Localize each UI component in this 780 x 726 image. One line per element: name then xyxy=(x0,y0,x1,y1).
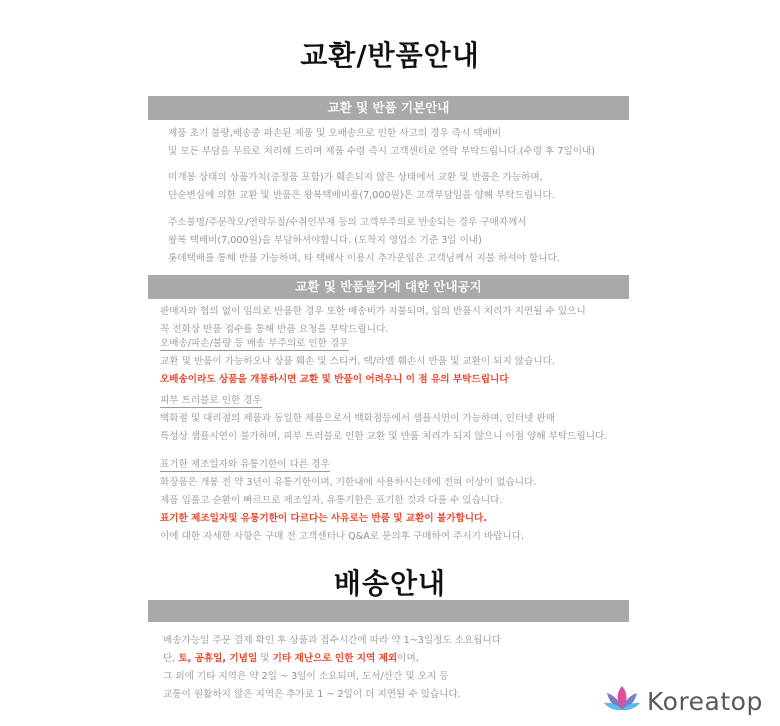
holiday-highlight: 토, 공휴일, 기념일 xyxy=(178,653,258,664)
intro-line: 판매자와 협의 없이 임의로 반품한 경우 또한 배송비가 지불되며, 임의 반품시 처리가 지연될 수 있으니 xyxy=(160,306,586,317)
damage-line: 교환 및 반품이 가능하오나 상품 훼손 및 스티커, 택/라벨 훼손시 반품 및 교환이 되지 않습니다. xyxy=(160,356,555,367)
basic-line: 롯데택배를 통해 반품 가능하며, 타 택배사 이용시 추가운임은 고객님께서 지불 하셔야 합니다. xyxy=(168,253,560,264)
shipping-text xyxy=(163,632,501,704)
skin-line: 특성상 샘플시연이 불가하며, 피부 트러블로 인한 교환 및 반품 처리가 되지 않으니 이점 양해 부탁드립니다. xyxy=(160,431,608,442)
section-bar-basic: 교환 및 반품 기본안내 xyxy=(148,96,629,120)
damage-block xyxy=(160,335,555,389)
basic-line: 왕복 택배비(7,000원)을 부담하셔야합니다. (도착지 영업소 기준 3일 이내) xyxy=(168,235,482,246)
date-line: 화장품은 개봉 전 약 3년이 유통기한이며, 기한내에 사용하시는데에 전혀 이상이 없습니다. xyxy=(160,477,537,488)
date-warning: 표기한 제조일자및 유통기한이 다르다는 사유로는 반품 및 교환이 불가합니다. xyxy=(160,513,487,524)
text-fragment: 단, xyxy=(163,653,179,664)
page-title: 교환/반품안내 xyxy=(300,39,480,72)
skin-heading: 피부 트러블로 인한 경우 xyxy=(160,395,262,406)
unavailable-intro xyxy=(160,303,586,339)
shipping-line: 교통이 원활하지 않은 지역은 추가로 1 ~ 2일이 더 지연될 수 있습니다. xyxy=(163,689,461,700)
shipping-line: 그 외에 기타 지역은 약 2일 ~ 3일이 소요되며, 도서/산간 및 오지 등 xyxy=(163,671,449,682)
basic-line: 제품 초기 불량,배송중 파손된 제품 및 오배송으로 인한 사고의 경우 즉시 택배비 xyxy=(168,128,502,139)
text-fragment: 이며, xyxy=(397,653,419,664)
lotus-icon xyxy=(603,684,641,718)
date-block xyxy=(160,456,536,546)
basic-line: 단순변심에 의한 교환 및 반품은 왕복택배비용(7,000원)은 고객부담임을 양해 부탁드립니다. xyxy=(168,190,555,201)
section-bar-unavailable: 교환 및 반품불가에 대한 안내공지 xyxy=(148,275,629,299)
return-shipping-text xyxy=(168,214,560,268)
date-heading: 표기한 제조일자와 유통기한이 다른 경우 xyxy=(160,459,330,470)
text-fragment: 및 xyxy=(257,653,273,664)
disaster-highlight: 기타 재난으로 인한 지역 제외 xyxy=(272,653,398,664)
shipping-line: 배송가능일 주문 결제 확인 후 상품과 접수시간에 따라 약 1~3일정도 소요됩니다 xyxy=(163,635,502,646)
basic-info-text xyxy=(168,125,595,161)
shipping-title: 배송안내 xyxy=(333,567,447,600)
damage-warning: 오배송이라도 상품을 개봉하시면 교환 및 반품이 어려우니 이 점 유의 부탁드립니다 xyxy=(160,374,509,385)
damage-heading: 오배송/파손/불량 등 배송 부주의로 인한 경우 xyxy=(160,338,349,349)
closing-line: 이에 대한 자세한 사항은 구매 전 고객센터나 Q&A로 문의후 구매하여 주시기 바랍니다. xyxy=(160,531,525,542)
basic-line: 주소불명/주문착오/연락두절/수취인부재 등의 고객부주의로 반송되는 경우 구매자께서 xyxy=(168,217,527,228)
intro-line: 꼭 전화상 반품 접수를 통해 반품 요청을 부탁드립니다. xyxy=(160,324,389,335)
basic-line: 미개봉 상태의 상품가치(증정품 포함)가 훼손되지 않은 상태에서 교환 및 반품은 가능하며, xyxy=(168,172,543,183)
section-bar-shipping xyxy=(148,600,629,622)
basic-line: 및 모든 부담을 무료로 처리해 드리며 제품 수령 즉시 고객센터로 연락 부탁드립니다.(수령 후 7일이내) xyxy=(168,146,595,157)
unopened-info-text xyxy=(168,169,555,205)
skin-block xyxy=(160,392,607,446)
koreatop-logo xyxy=(603,684,763,718)
date-line: 제품 입풀고 순환이 빠르므로 제조일자, 유통기한은 표기한 것과 다를 수 있습니다. xyxy=(160,495,503,506)
skin-line: 백화점 및 대리점의 제품과 동일한 제품으로서 백화점등에서 샘플시연이 가능하며, 인터넷 판매 xyxy=(160,413,555,424)
shipping-line-holidays xyxy=(163,650,501,668)
logo-text: Koreatop xyxy=(647,686,763,716)
